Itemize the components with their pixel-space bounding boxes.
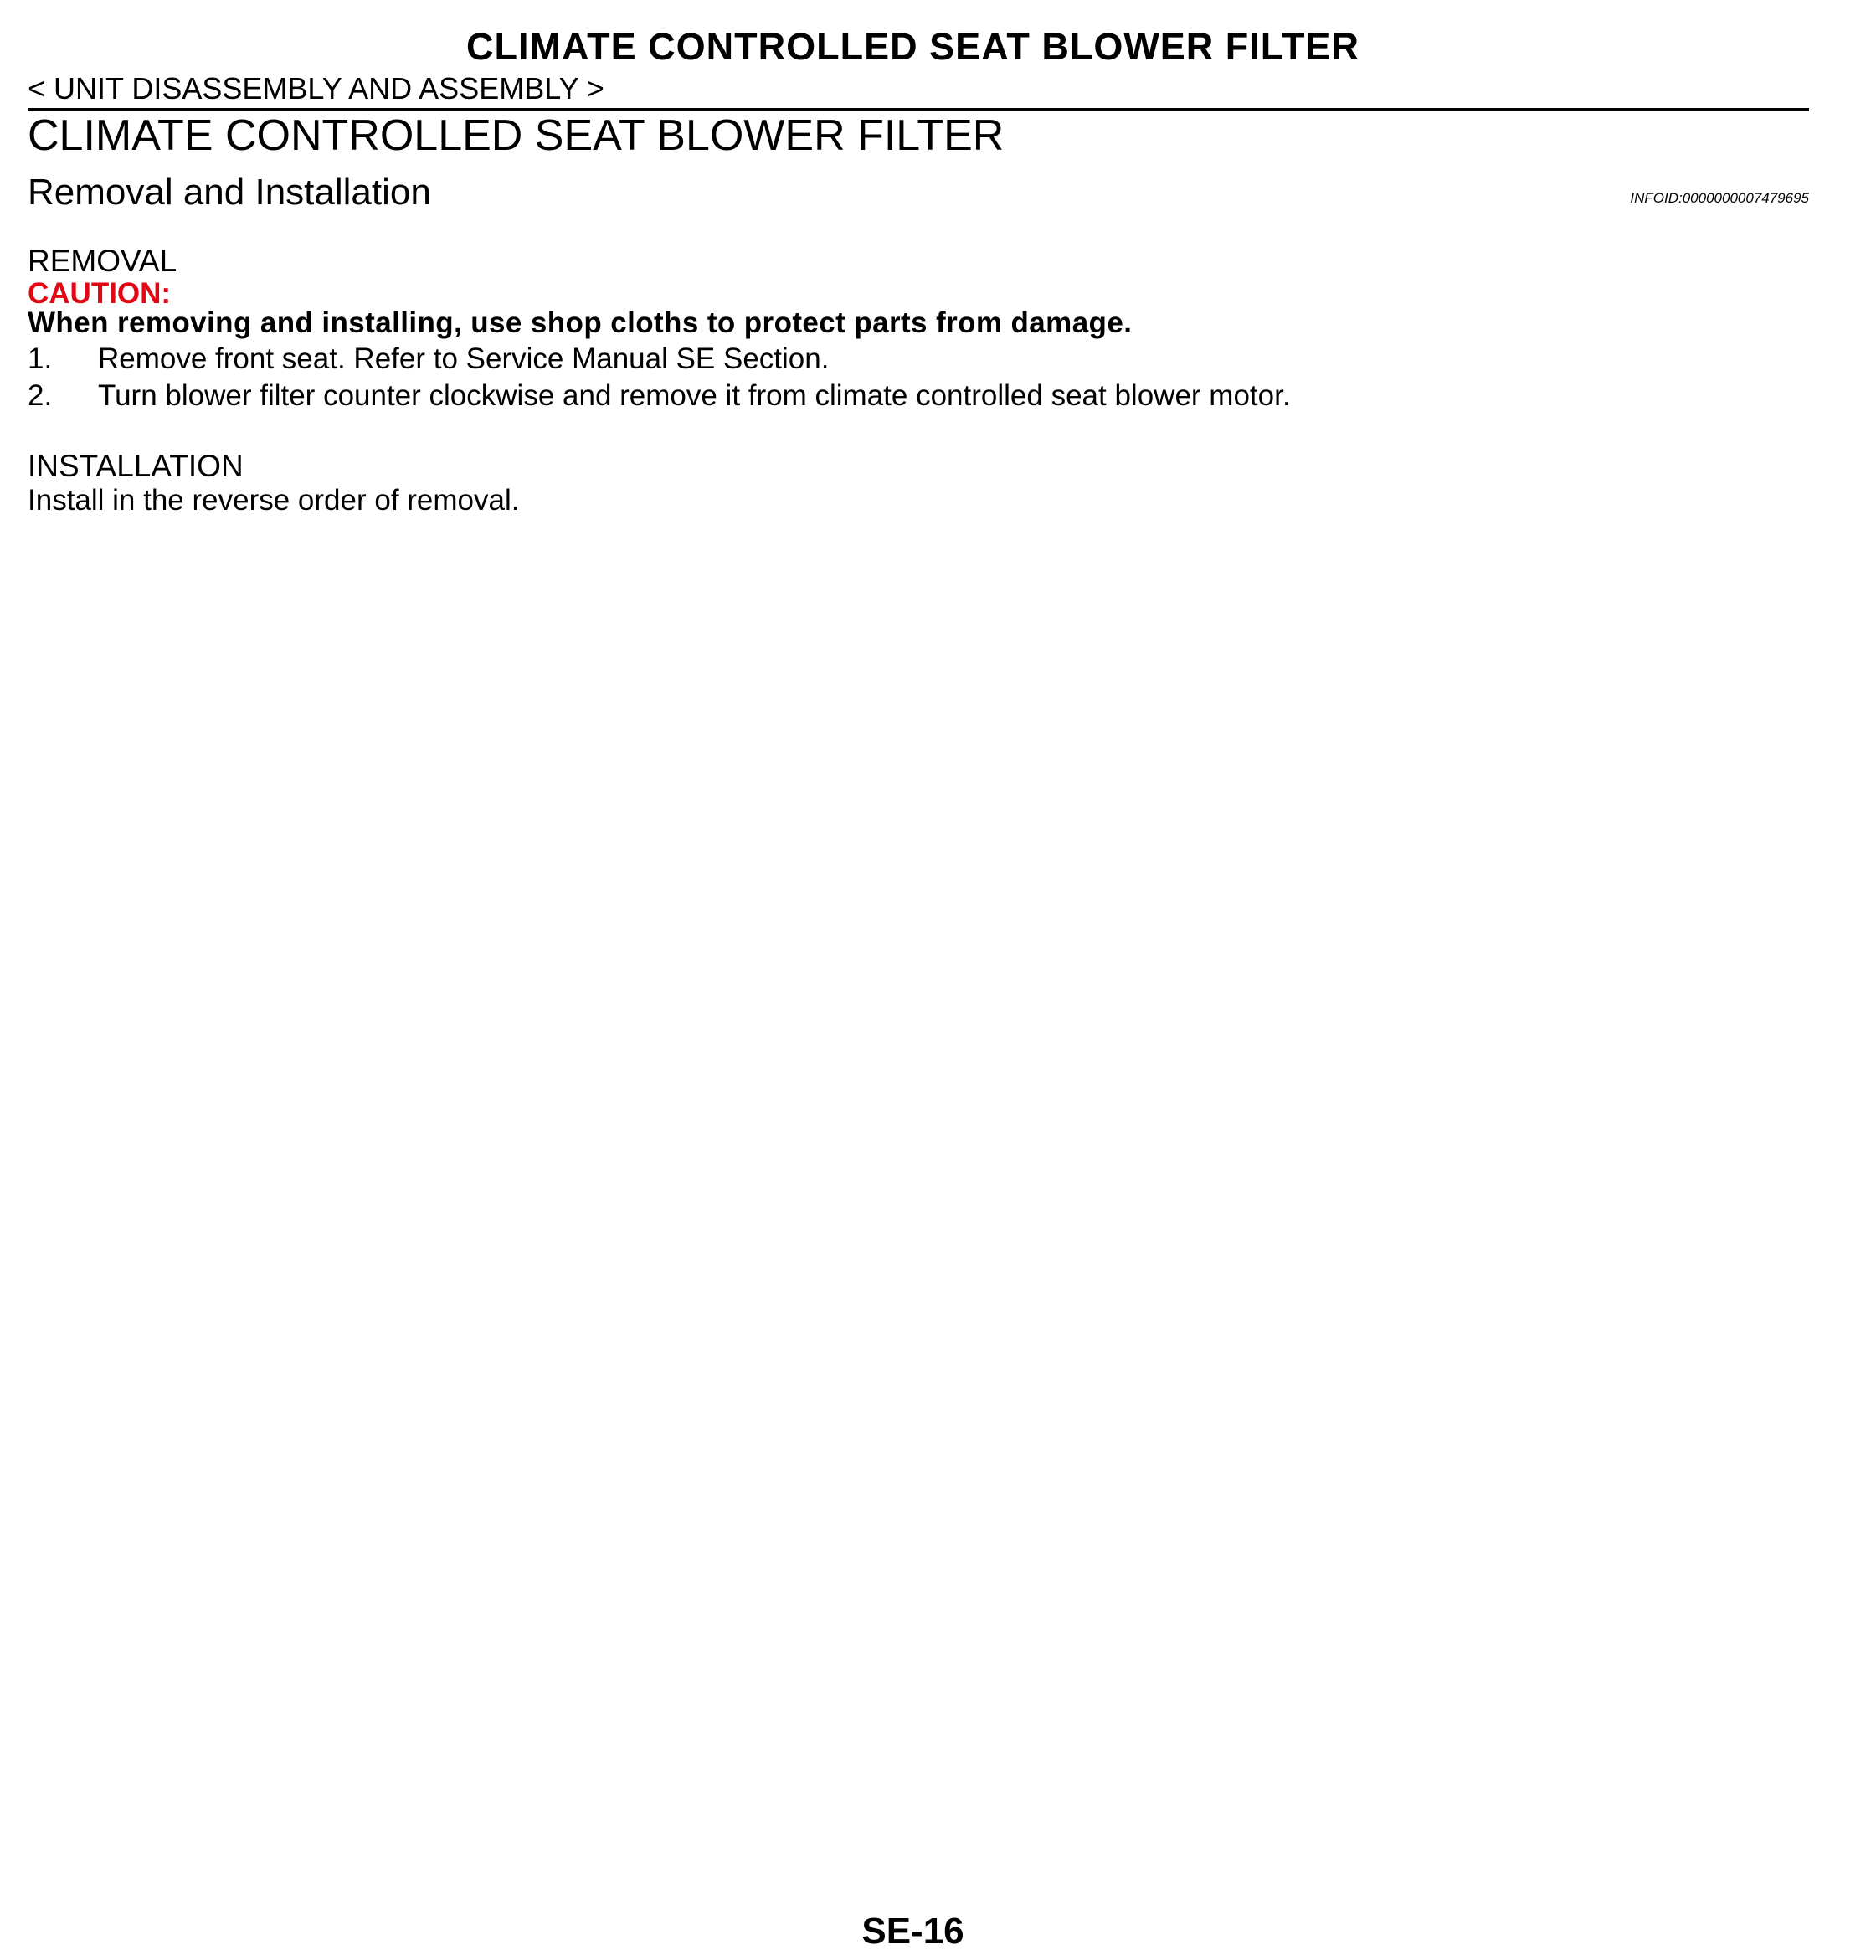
caution-label: CAUTION: <box>28 277 172 310</box>
breadcrumb: < UNIT DISASSEMBLY AND ASSEMBLY > <box>28 71 604 105</box>
step-text: Remove front seat. Refer to Service Manual SE Section. <box>98 342 830 375</box>
removal-step <box>28 342 829 377</box>
info-id-label: INFOID:0000000007479695 <box>1630 190 1809 206</box>
running-page-title: CLIMATE CONTROLLED SEAT BLOWER FILTER <box>466 25 1359 68</box>
subsection-title: Removal and Installation <box>28 172 431 213</box>
installation-text: Install in the reverse order of removal. <box>28 484 520 517</box>
removal-step <box>28 378 1291 414</box>
step-number: 1. <box>28 342 53 375</box>
removal-heading: REMOVAL <box>28 244 177 278</box>
caution-text: When removing and installing, use shop cloths to protect parts from damage. <box>28 306 1133 339</box>
step-text: Turn blower filter counter clockwise and remove it from climate controlled seat blower motor. <box>98 379 1291 412</box>
page-number: SE-16 <box>861 1911 964 1952</box>
installation-heading: INSTALLATION <box>28 449 244 483</box>
step-number: 2. <box>28 379 53 412</box>
section-title: CLIMATE CONTROLLED SEAT BLOWER FILTER <box>28 111 1005 160</box>
